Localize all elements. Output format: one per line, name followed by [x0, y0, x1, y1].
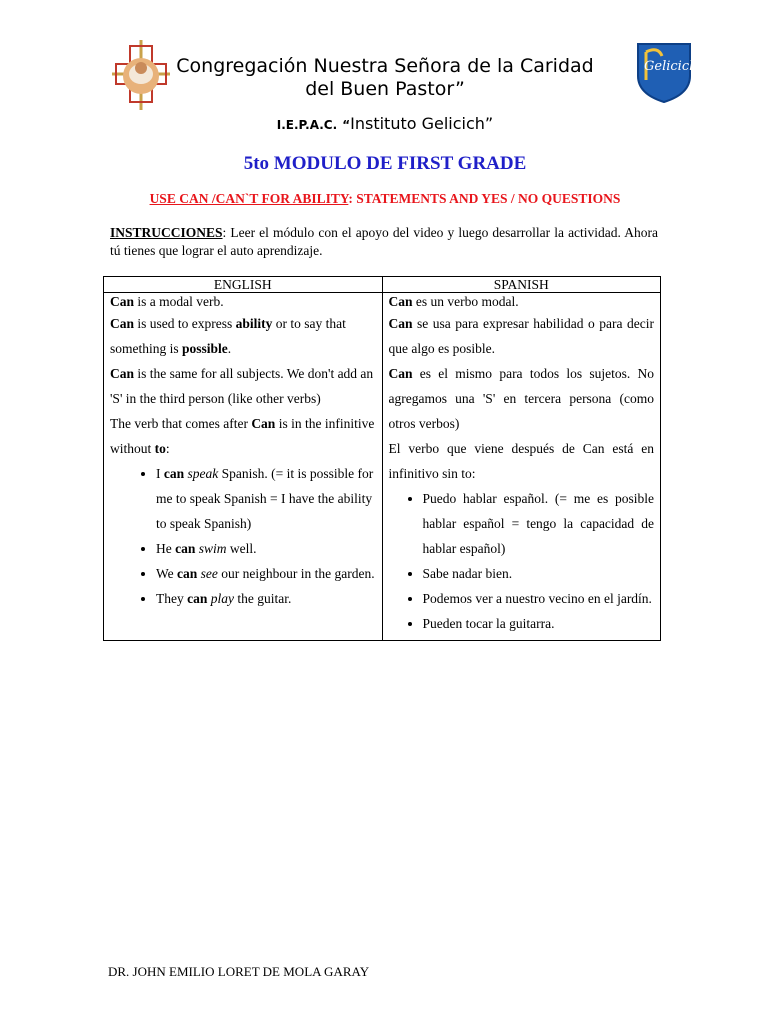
es-p1: Can es un verbo modal. — [388, 294, 519, 309]
en-p4: The verb that comes after Can is in the infinitive without to: — [110, 416, 375, 456]
table-header-row — [104, 277, 661, 293]
table-row — [104, 293, 661, 641]
header-english: ENGLISH — [104, 277, 383, 293]
list-item: • Puedo hablar español. (= me es posible hablar español = tengo la capacidad de hablar español) — [423, 486, 655, 561]
en-p3: Can is the same for all subjects. We don't add an 'S' in the third person (like other verbs) — [110, 366, 374, 406]
list-item: • He can swim well. — [156, 536, 376, 561]
title-line-2: del Buen Pastor” — [305, 78, 465, 100]
logo-text: Gelicich — [644, 59, 698, 74]
en-p1: Can is a modal verb. — [110, 294, 224, 309]
list-item: • Pueden tocar la guitarra. — [423, 611, 655, 636]
topic-rest: : STATEMENTS AND YES / NO QUESTIONS — [348, 191, 621, 206]
school-quote: “ — [342, 118, 351, 132]
spanish-cell — [382, 293, 661, 641]
grammar-table — [103, 276, 661, 641]
title-line-1: Congregación Nuestra Señora de la Caridad — [176, 55, 594, 77]
school-prefix: I.E.P.A.C. — [276, 118, 338, 132]
school-name-text: Instituto Gelicich” — [350, 114, 494, 133]
topic-heading — [110, 191, 660, 207]
list-item: • I can speak Spanish. (= it is possible for me to speak Spanish = I have the ability to speak Spanish) — [156, 461, 376, 536]
instructions — [110, 224, 658, 260]
list-item: • They can play the guitar. — [156, 586, 376, 611]
topic-underlined: USE CAN /CAN`T FOR ABILITY — [149, 191, 349, 206]
page-title — [110, 55, 660, 101]
en-examples — [110, 461, 376, 611]
es-p4: El verbo que viene después de Can está en infinitivo sin to: — [388, 441, 654, 481]
en-p2: Can is used to express ability or to say that something is possible. — [110, 316, 346, 356]
list-item: • Sabe nadar bien. — [423, 561, 655, 586]
instructions-text: : Leer el módulo con el apoyo del video y luego desarrollar la actividad. Ahora tú tienes que lograr el auto aprendizaje. — [110, 225, 658, 258]
header-spanish: SPANISH — [382, 277, 661, 293]
es-p2: Can se usa para expresar habilidad o para decir que algo es posible. — [388, 316, 654, 356]
instructions-label: INSTRUCCIONES — [110, 225, 223, 240]
es-p3: Can es el mismo para todos los sujetos. No agregamos una 'S' en tercera persona (como otros verbos) — [388, 366, 654, 431]
list-item: • Podemos ver a nuestro vecino en el jardín. — [423, 586, 655, 611]
school-name — [110, 114, 660, 133]
footer-author: DR. JOHN EMILIO LORET DE MOLA GARAY — [108, 964, 370, 979]
english-cell — [104, 293, 383, 641]
es-examples — [389, 486, 655, 636]
list-item: • We can see our neighbour in the garden. — [156, 561, 376, 586]
module-title: 5to MODULO DE FIRST GRADE — [243, 153, 527, 174]
